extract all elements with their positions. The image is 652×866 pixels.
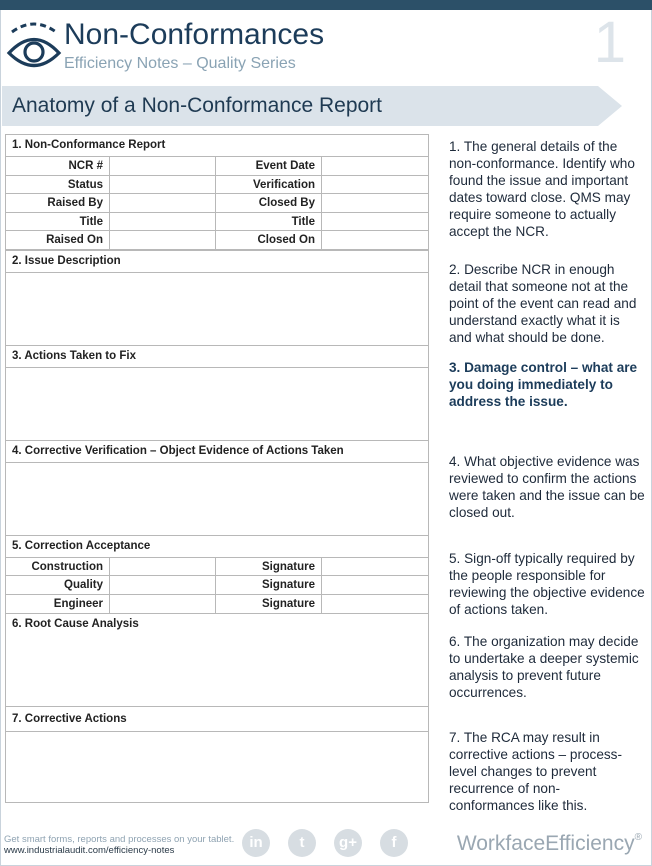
section-report-details [5,134,429,250]
note-1: 1. The general details of the non-conformance. Identify who found the issue and important dates toward close. QMS may require someone to actually accept the NCR. [449,139,635,239]
page-number: 1 [593,10,626,75]
label-closer-title: Title [216,213,322,232]
registered-mark: ® [634,832,642,843]
brand-logo [457,832,642,856]
section-heading: 7. Corrective Actions [6,707,428,732]
field-quality[interactable] [110,576,216,595]
details-grid [6,157,428,250]
section-heading: 6. Root Cause Analysis [12,618,139,630]
corrective-verification-area[interactable] [6,463,428,535]
label-signature: Signature [216,595,322,614]
ncr-form [5,134,429,803]
brand-part-2: Efficiency [545,832,635,855]
label-signature: Signature [216,576,322,595]
field-event-date[interactable] [322,157,428,176]
section-root-cause [5,613,429,706]
label-ncr-number: NCR # [6,157,110,176]
field-ncr-number[interactable] [110,157,216,176]
note-4: 4. What objective evidence was reviewed to confirm the actions were taken and the issue can be closed out. [449,454,645,520]
section-heading: 1. Non-Conformance Report [6,135,428,157]
brand-part-1: Workface [456,832,546,855]
label-raised-by: Raised By [6,194,110,213]
label-verification: Verification [216,176,322,195]
section-heading: 5. Correction Acceptance [6,536,428,558]
root-cause-area[interactable] [6,635,428,706]
actions-taken-area[interactable] [6,368,428,440]
field-closer-title[interactable] [322,213,428,232]
note-6: 6. The organization may decide to undertake a deeper systemic analysis to prevent future occurrences. [449,634,639,700]
footer-url[interactable]: www.industrialaudit.com/efficiency-notes [4,845,175,856]
field-closed-by[interactable] [322,194,428,213]
label-signature: Signature [216,558,322,577]
label-status: Status [6,176,110,195]
corrective-actions-area[interactable] [6,732,428,802]
note-7: 7. The RCA may result in corrective actions – process-level changes to prevent recurrence of non-conformances like this. [449,730,623,813]
section-banner [2,86,622,126]
twitter-icon[interactable]: t [288,829,316,857]
google-plus-icon[interactable]: g+ [334,829,362,857]
section-heading: 4. Corrective Verification – Object Evidence of Actions Taken [6,441,428,463]
facebook-icon[interactable]: f [380,829,408,857]
label-engineer: Engineer [6,595,110,614]
field-raiser-title[interactable] [110,213,216,232]
section-heading: 2. Issue Description [6,251,428,273]
field-raised-on[interactable] [110,231,216,250]
field-engineer[interactable] [110,595,216,614]
label-raiser-title: Title [6,213,110,232]
section-issue-description [5,250,429,345]
field-signature-construction[interactable] [322,558,428,577]
footer-tagline: Get smart forms, reports and processes on your tablet. [4,834,235,845]
field-status[interactable] [110,176,216,195]
section-corrective-actions [5,706,429,803]
label-closed-on: Closed On [216,231,322,250]
label-quality: Quality [6,576,110,595]
section-corrective-verification [5,440,429,535]
linkedin-icon[interactable]: in [242,829,270,857]
section-correction-acceptance [5,535,429,614]
label-construction: Construction [6,558,110,577]
section-actions-taken [5,345,429,440]
field-closed-on[interactable] [322,231,428,250]
field-verification[interactable] [322,176,428,195]
acceptance-grid [6,558,428,614]
top-bar [0,0,652,10]
banner-title: Anatomy of a Non-Conformance Report [12,94,383,117]
label-raised-on: Raised On [6,231,110,250]
field-signature-quality[interactable] [322,576,428,595]
page-title: Non-Conformances [64,18,325,51]
label-event-date: Event Date [216,157,322,176]
field-construction[interactable] [110,558,216,577]
field-raised-by[interactable] [110,194,216,213]
note-2: 2. Describe NCR in enough detail that someone not at the point of the event can read and understand exactly what it is and what should be done. [449,262,637,345]
section-heading: 3. Actions Taken to Fix [6,346,428,368]
page-subtitle: Efficiency Notes – Quality Series [64,55,296,72]
issue-description-area[interactable] [6,273,428,345]
note-5: 5. Sign-off typically required by the people responsible for reviewing the objective evidence of actions taken. [449,551,645,617]
eye-icon [6,20,62,70]
field-signature-engineer[interactable] [322,595,428,614]
note-3: 3. Damage control – what are you doing immediately to address the issue. [449,360,638,409]
label-closed-by: Closed By [216,194,322,213]
